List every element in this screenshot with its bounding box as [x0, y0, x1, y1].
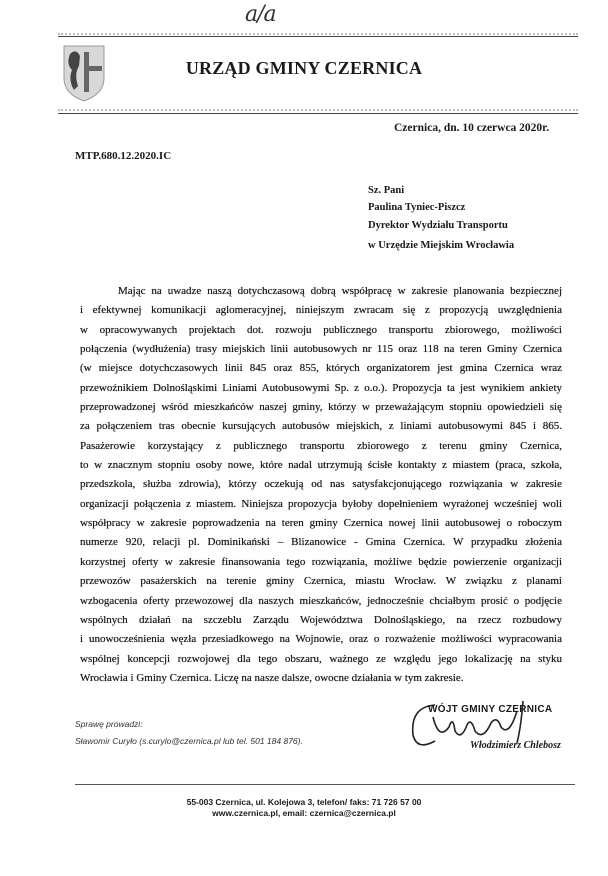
- footer-address: 55-003 Czernica, ul. Kolejowa 3, telefon/ faks: 71 726 57 00: [186, 797, 422, 807]
- body-line: i efektywnej komunikacji aglomeracyjnej, niniejszym zwracam się z propozycją uwzględnienia: [80, 304, 562, 317]
- body-line: przewoźnikiem Dolnośląskimi Liniami Autobusowymi Sp. z o.o.). Propozycja ta jest wynikiem ankiety: [80, 381, 562, 394]
- body-line: wspólnych działań na szczeblu Zarządu Województwa Dolnośląskiego, na rzecz rozbudowy: [80, 613, 562, 626]
- body-line: i unowocześnienia węzła przesiadkowego na Wojnowie, oraz o rozważenie możliwości wypracowania: [80, 633, 562, 646]
- signature-stamp: WÓJT GMINY CZERNICA: [428, 704, 553, 715]
- body-line: korzystnej oferty w zakresie finansowania tego rozwiązania, możliwe będzie powierzenie organizacji: [80, 555, 562, 568]
- body-line: w opracowywanych projektach dot. rozwoju publicznego transportu zbiorowego, możliwości: [80, 323, 562, 336]
- page-title: URZĄD GMINY CZERNICA: [185, 58, 423, 78]
- handler-contact: Sławomir Curyło (s.curylo@czernica.pl lub tel. 501 184 876).: [75, 736, 303, 746]
- body-line: przewozów pasażerskich na terenie gminy Czernica, miastu Wrocław. W związku z planami: [80, 575, 562, 588]
- signatory-name: Włodzimierz Chlebosz: [470, 740, 561, 751]
- body-line: to w znacznym stopniu osoby nowe, które nadal utrzymują ścisłe kontakty z miastem (praca, szkoła,: [80, 459, 562, 472]
- recipient-name: Paulina Tyniec-Piszcz: [368, 202, 466, 213]
- body-line: przedszkola, służba zdrowia), którzy oczekują od nas satysfakcjonującego rozwiązania w zakresie: [80, 478, 562, 491]
- header-bottom-divider-line: [58, 113, 578, 114]
- footer-contact: www.czernica.pl, email: czernica@czernica.pl: [212, 808, 396, 818]
- body-line: wspólnej koncepcji rozwojowej dla tego obszaru, ważnego ze względu jego lokalizację na styku: [80, 652, 562, 665]
- footer-divider: [75, 784, 575, 785]
- body-line: numerze 920, relacji pl. Dominikański – Blizanowice - Gmina Czernica. W przypadku złożenia: [80, 536, 562, 549]
- letter-body: [80, 282, 562, 688]
- body-line: współpracy w zakresie poprowadzenia na teren gminy Czernica nowej linii autobusowej o roboczym: [80, 517, 562, 530]
- body-line: połączenia (wydłużenia) trasy miejskich linii autobusowych nr 115 oraz 118 na teren Gminy Czernica: [80, 343, 562, 356]
- body-line: organizacji połączenia z miastem. Niniejsza propozycja byłoby dopełnieniem wyrażonej wcześniej woli: [80, 497, 562, 510]
- recipient-office: w Urzędzie Miejskim Wrocławia: [368, 240, 515, 251]
- body-line: wzbogacenia oferty przewozowej dla naszych mieszkańców, jednocześnie chciałbym prosić o podjęcie: [80, 594, 562, 607]
- handler-label: Sprawę prowadzi:: [75, 719, 143, 729]
- header-bottom-divider: [58, 109, 578, 111]
- reference-number: MTP.680.12.2020.IC: [75, 150, 172, 162]
- handwritten-mark: a/a: [245, 2, 276, 27]
- body-line: przeprowadzonej wśród mieszkańców naszej gminy, którzy w przeważającym stopniu opowiedzieli się: [80, 401, 562, 414]
- body-line: (w miejsce dotychczasowych linii 845 oraz 855, których organizatorem jest gmina Czernica wraz: [80, 362, 562, 375]
- body-line: Wrocławia i Gminy Czernica. Liczę na nasze dalsze, owocne działania w tym zakresie.: [80, 671, 464, 684]
- body-line: za połączeniem tras obecnie kursujących autobusów miejskich, z liniami autobusowymi 845 i 865.: [80, 420, 562, 433]
- date-line: Czernica, dn. 10 czerwca 2020r.: [394, 122, 550, 134]
- header-top-divider: [58, 33, 578, 35]
- body-line: Mając na uwadze naszą dotychczasową dobrą współpracę w zakresie planowania bezpiecznej: [118, 285, 562, 297]
- recipient-title: Dyrektor Wydziału Transportu: [368, 220, 508, 231]
- header-top-divider-line: [58, 36, 578, 37]
- recipient-salutation: Sz. Pani: [368, 185, 405, 196]
- body-line: Pasażerowie korzystający z publicznego transportu zbiorowego z terenu gminy Czernica,: [80, 439, 562, 452]
